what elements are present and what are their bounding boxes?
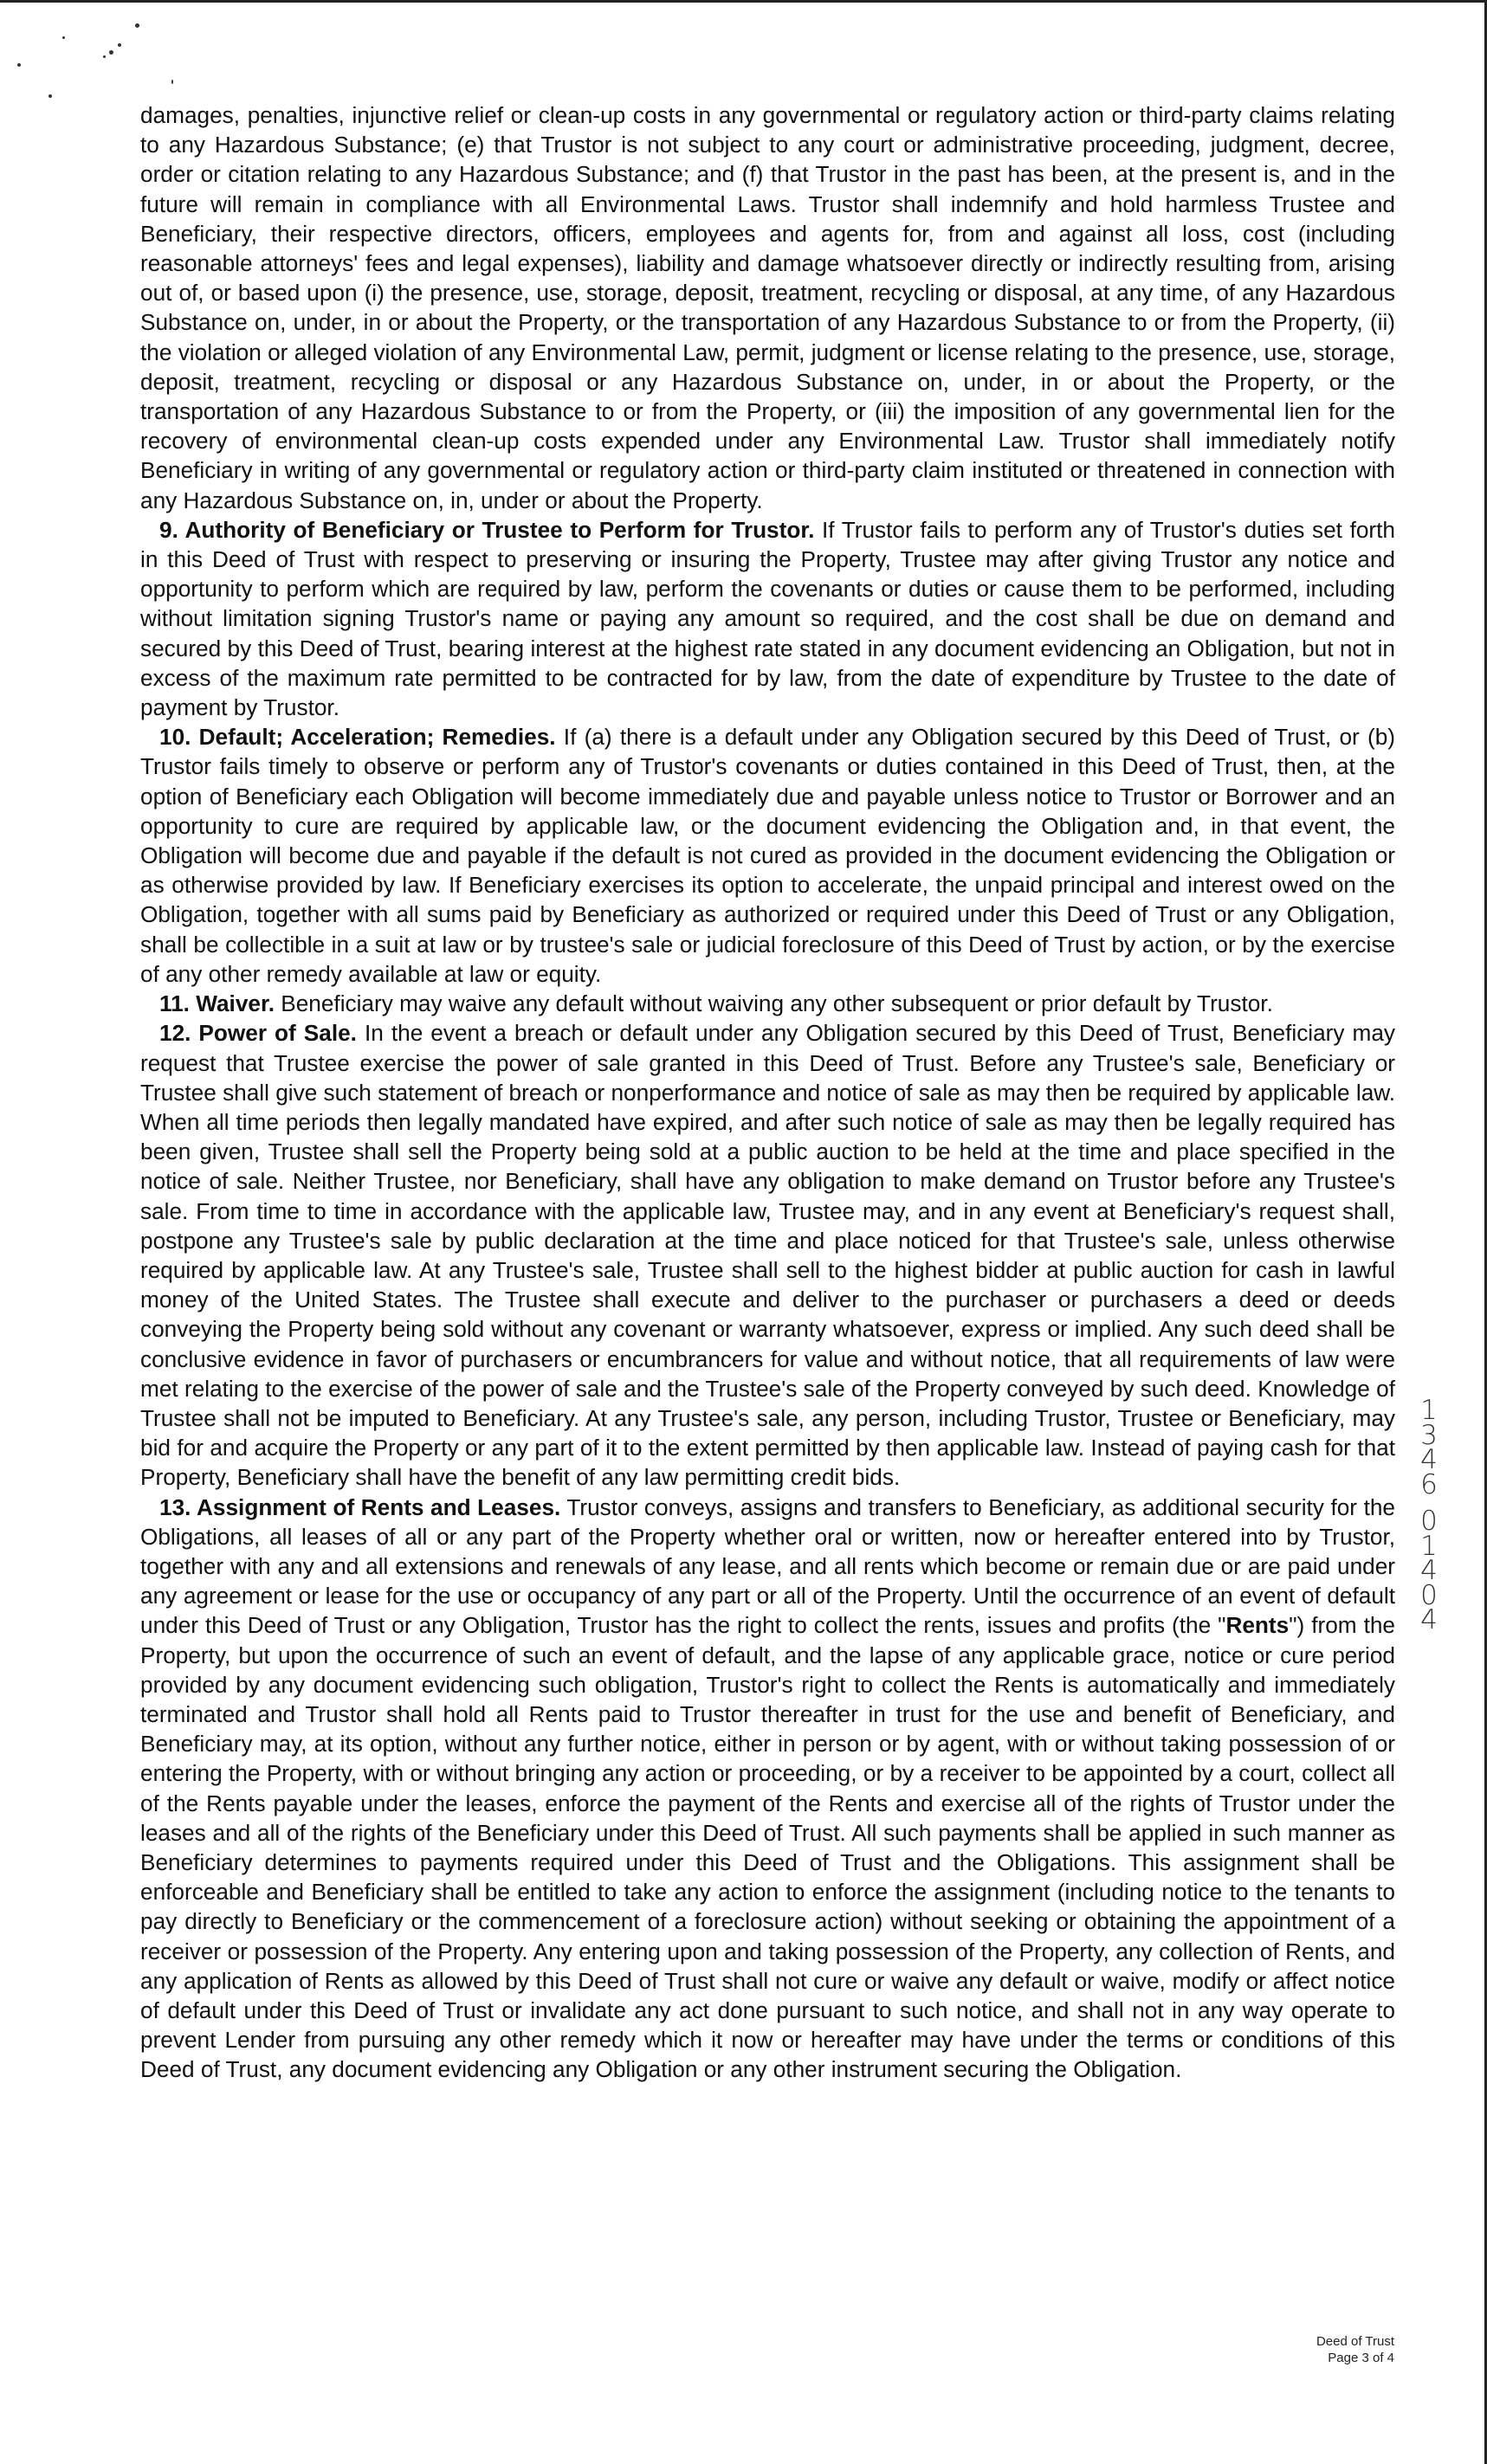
stamp-digit: 0 xyxy=(1420,1506,1438,1537)
stamp-digit: 4 xyxy=(1420,1604,1438,1635)
document-body xyxy=(140,100,1395,2085)
scan-speck xyxy=(135,23,139,28)
scan-edge-top xyxy=(0,0,1487,3)
section-heading: 9. Authority of Beneficiary or Trustee to Perform for Trustor. xyxy=(159,516,815,543)
footer-page-number: Page 3 of 4 xyxy=(1328,2351,1394,2365)
scan-speck xyxy=(118,43,121,47)
scan-speck xyxy=(171,80,173,84)
section-11 xyxy=(140,989,1395,1018)
defined-term-rents: Rents xyxy=(1225,1612,1290,1639)
intro-paragraph: damages, penalties, injunctive relief or clean-up costs in any governmental or regulatory action or third-party claims relating to any Hazardous Substance; (e) that Trustor is not subject to any court or administrative proceeding, judgment, decree, order or citation relating to any Hazardous Substance; and (f) that Trustor in the past has been, at the present is, and in the future will remain in compliance with all Environmental Laws. Trustor shall indemnify and hold harmless Trustee and Beneficiary, their respective directors, officers, employees and agents for, from and against all loss, cost (including reasonable attorneys' fees and legal expenses), liability and damage whatsoever directly or indirectly resulting from, arising out of, or based upon (i) the presence, use, storage, deposit, treatment, recycling or disposal, at any time, of any Hazardous Substance on, under, in or about the Property, or the transportation of any Hazardous Substance to or from the Property, (ii) the violation or alleged violation of any Environmental Law, permit, judgment or license relating to the presence, use, storage, deposit, treatment, recycling or disposal or any Hazardous Substance on, under, in or about the Property, or the transportation of any Hazardous Substance to or from the Property, or (iii) the imposition of any governmental lien for the recovery of environmental clean-up costs expended under any Environmental Law. Trustor shall immediately notify Beneficiary in writing of any governmental or regulatory action or third-party claim instituted or threatened in connection with any Hazardous Substance on, in, under or about the Property. xyxy=(140,102,1395,513)
section-10 xyxy=(140,722,1395,989)
section-heading: 11. Waiver. xyxy=(159,990,275,1017)
scan-speck xyxy=(103,55,106,58)
section-heading: 13. Assignment of Rents and Leases. xyxy=(159,1493,561,1520)
section-heading: 12. Power of Sale. xyxy=(159,1020,357,1047)
stamp-digit: 1 xyxy=(1420,1530,1438,1562)
stamp-digit: 0 xyxy=(1420,1579,1438,1611)
stamp-digit: 4 xyxy=(1420,1444,1438,1475)
section-text: Beneficiary may waive any default without waiving any other subsequent or prior default by Trustor. xyxy=(274,990,1273,1017)
recording-stamp xyxy=(1412,1395,1446,1635)
scan-speck xyxy=(109,50,113,55)
footer-title: Deed of Trust xyxy=(1316,2334,1394,2349)
page-footer xyxy=(1256,2333,1394,2366)
section-text: If (a) there is a default under any Obligation secured by this Deed of Trust, or (b) Trustor fails timely to observe or perform any of Trustor's covenants or duties contained in this Deed of Trust, then, at the option of Beneficiary each Obligation will become immediately due and payable unless notice to Trustor or Borrower and an opportunity to cure are required by applicable law, or the document evidencing the Obligation and, in that event, the Obligation will become due and payable if the default is not cured as provided in the document evidencing the Obligation or as otherwise provided by law. If Beneficiary exercises its option to accelerate, the unpaid principal and interest owed on the Obligation, together with all sums paid by Beneficiary as authorized or required under this Deed of Trust or any Obligation, shall be collectible in a suit at law or by trustee's sale or judicial foreclosure of this Deed of Trust by action, or by the exercise of any other remedy available at law or equity. xyxy=(140,724,1395,987)
section-heading: 10. Default; Acceleration; Remedies. xyxy=(159,724,556,751)
stamp-digit: 1 xyxy=(1420,1395,1438,1426)
scan-speck xyxy=(48,94,52,98)
section-12 xyxy=(140,1018,1395,1492)
scan-speck xyxy=(62,36,65,39)
section-9 xyxy=(140,515,1395,722)
stamp-digit: 4 xyxy=(1420,1555,1438,1586)
section-text: ") from the Property, but upon the occurrence of such an event of default, and the lapse of any applicable grace, notice or cure period provided by any document evidencing such obligation, Trustor's right to collect the Rents is automatically and immediately terminated and Trustor shall hold all Rents paid to Trustor thereafter in trust for the use and benefit of Beneficiary, and Beneficiary may, at its option, without any further notice, either in person or by agent, with or without taking possession of or entering the Property, with or without bringing any action or proceeding, or by a receiver to be appointed by a court, collect all of the Rents payable under the leases, enforce the payment of the Rents and exercise all of the rights of Trustor under the leases and all of the rights of the Beneficiary under this Deed of Trust. All such payments shall be applied in such manner as Beneficiary determines to payments required under this Deed of Trust and the Obligations. This assignment shall be enforceable and Beneficiary shall be entitled to take any action to enforce the assignment (including notice to the tenants to pay directly to Beneficiary or the commencement of a foreclosure action) without seeking or obtaining the appointment of a receiver or possession of the Property. Any entering upon and taking possession of the Property, any collection of Rents, and any application of Rents as allowed by this Deed of Trust shall not cure or waive any default or waive, modify or affect notice of default under this Deed of Trust or invalidate any act done pursuant to such notice, and shall not in any way operate to prevent Lender from pursuing any other remedy which it now or hereafter may have under the terms or conditions of this Deed of Trust, any document evidencing any Obligation or any other instrument securing the Obligation. xyxy=(140,1612,1395,2083)
scan-speck xyxy=(17,63,21,67)
section-text: If Trustor fails to perform any of Trustor's duties set forth in this Deed of Trust with respect to preserving or insuring the Property, Trustee may after giving Trustor any notice and opportunity to perform which are required by law, perform the covenants or duties or cause them to be performed, including without limitation signing Trustor's name or paying any amount so required, and the cost shall be due on demand and secured by this Deed of Trust, bearing interest at the highest rate stated in any document evidencing an Obligation, but not in excess of the maximum rate permitted to be contracted for by law, from the date of expenditure by Trustee to the date of payment by Trustor. xyxy=(140,516,1395,721)
stamp-digit: 3 xyxy=(1420,1419,1438,1451)
stamp-digit: 6 xyxy=(1420,1468,1438,1500)
section-13 xyxy=(140,1493,1395,2085)
section-text: Trustor conveys, assigns and transfers to Beneficiary, as additional security for the Obligations, all leases of all or any part of the Property whether oral or written, now or hereafter entered into by Trustor, together with any and all extensions and renewals of any lease, and all rents which become or remain due or are paid under any agreement or lease for the use or occupancy of any part or all of the Property. Until the occurrence of an event of default under this Deed of Trust or any Obligation, Trustor has the right to collect the rents, issues and profits (the " xyxy=(140,1493,1395,1639)
section-text: In the event a breach or default under any Obligation secured by this Deed of Trust, Beneficiary may request that Trustee exercise the power of sale granted in this Deed of Trust. Before any Trustee's sale, Beneficiary or Trustee shall give such statement of breach or nonperformance and notice of sale as may then be required by applicable law. When all time periods then legally mandated have expired, and after such notice of sale as may then be legally required has been given, Trustee shall sell the Property being sold at a public auction to be held at the time and place specified in the notice of sale. Neither Trustee, nor Beneficiary, shall have any obligation to make demand on Trustor before any Trustee's sale. From time to time in accordance with the applicable law, Trustee may, and in any event at Beneficiary's request shall, postpone any Trustee's sale by public declaration at the time and place noticed for that Trustee's sale, unless otherwise required by applicable law. At any Trustee's sale, Trustee shall sell to the highest bidder at public auction for cash in lawful money of the United States. The Trustee shall execute and deliver to the purchaser or purchasers a deed or deeds conveying the Property being sold without any covenant or warranty whatsoever, express or implied. Any such deed shall be conclusive evidence in favor of purchasers or encumbrancers for value and without notice, that all requirements of law were met relating to the exercise of the power of sale and the Trustee's sale of the Property conveyed by such deed. Knowledge of Trustee shall not be imputed to Beneficiary. At any Trustee's sale, any person, including Trustor, Trustee or Beneficiary, may bid for and acquire the Property or any part of it to the extent permitted by then applicable law. Instead of paying cash for that Property, Beneficiary shall have the benefit of any law permitting credit bids. xyxy=(140,1020,1395,1491)
